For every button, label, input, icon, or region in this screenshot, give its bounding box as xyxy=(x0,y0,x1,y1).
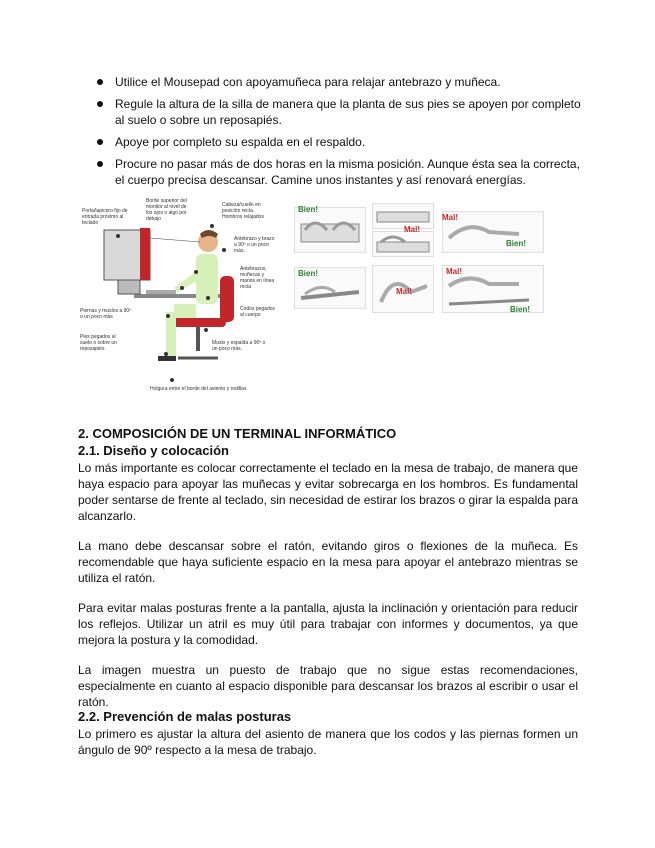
mal-label: Mal! xyxy=(396,287,412,296)
keyboard-hands-icon xyxy=(373,204,433,228)
list-item: Regule la altura de la silla de manera que la planta de sus pies se apoyen por completo al suelo o sobre un reposapiés. xyxy=(95,96,585,128)
bien-label: Bien! xyxy=(510,305,530,314)
paragraph: Para evitar malas posturas frente a la pantalla, ajusta la inclinación y orientación para reducir los reflejos. Utilizar un atril es muy útil para trabajar con informes y documentos, ya que mejora la postura y la comodidad. xyxy=(78,601,578,647)
paragraph: Lo más importante es colocar correctamente el teclado en la mesa de trabajo, de manera que haya espacio para apoyar las muñecas y evitar sobrecarga en los hombros. Es fundamental poder sentarse de frente al teclado, sin necesidad de estirar los brazos o girar la espalda para alcanzarlo. xyxy=(78,461,578,523)
list-item: Utilice el Mousepad con apoyamuñeca para relajar antebrazo y muñeca. xyxy=(95,74,585,90)
hand-position-panel xyxy=(372,231,434,257)
ergonomic-posture-illustration xyxy=(78,190,288,400)
wrist-position-icon xyxy=(443,212,543,252)
bien-label: Bien! xyxy=(506,239,526,248)
figure-label: Antebrazo y brazo a 90º o un poco más. xyxy=(234,236,275,254)
figure-label: Holgura entre el borde del asiento y rodillas xyxy=(150,386,247,392)
bullet-icon xyxy=(97,79,103,85)
list-item: Procure no pasar más de dos horas en la misma posición. Aunque ésta sea la correcta, el cuerpo precisa descansar. Camine unos instantes y así renovará energías. xyxy=(95,156,585,188)
section-title: 2. COMPOSICIÓN DE UN TERMINAL INFORMÁTICO xyxy=(78,426,397,441)
mal-label: Mal! xyxy=(442,213,458,222)
figure-label: Muslo y espalda a 90º o un poco más. xyxy=(212,340,266,352)
hand-position-panel xyxy=(372,203,434,229)
figure-label: Cabeza/cuello en posición recta. Hombros relajados xyxy=(222,202,264,220)
list-item: Apoye por completo su espalda en el respaldo. xyxy=(95,134,585,150)
subsection-title: 2.2. Prevención de malas posturas xyxy=(78,709,292,724)
figure-label: Pies pegados al suelo o sobre un reposapiés xyxy=(80,334,117,352)
bullet-icon xyxy=(97,161,103,167)
figure-label: Antebrazos, muñecas y manos en línea recta xyxy=(240,266,275,290)
keyboard-hands-icon xyxy=(295,208,365,252)
bullet-icon xyxy=(97,101,103,107)
posture-tips-list xyxy=(95,74,585,194)
figure-label: Porta/lapicero fijo de entrada próximo al teclado xyxy=(82,208,128,226)
subsection-title: 2.1. Diseño y colocación xyxy=(78,443,229,458)
figure-label: Borde superior del monitor al nivel de los ojos o algo por debajo xyxy=(146,198,187,222)
bien-label: Bien! xyxy=(298,205,318,214)
bien-label: Bien! xyxy=(298,269,318,278)
hand-position-illustration xyxy=(292,195,552,317)
figure-label: Codos pegados al cuerpo xyxy=(240,306,276,318)
mal-label: Mal! xyxy=(404,225,420,234)
bullet-icon xyxy=(97,139,103,145)
figure-label: Piernas y muslos a 90º o un poco más xyxy=(80,308,132,320)
paragraph: La imagen muestra un puesto de trabajo que no sigue estas recomendaciones, especialmente en cuanto al espacio disponible para descansar los brazos al escribir o usar el ratón. xyxy=(78,663,578,709)
keyboard-hands-icon xyxy=(373,232,433,256)
paragraph: Lo primero es ajustar la altura del asiento de manera que los codos y las piernas formen un ángulo de 90º respecto a la mesa de trabajo. xyxy=(78,727,578,757)
mal-label: Mal! xyxy=(446,267,462,276)
paragraph: La mano debe descansar sobre el ratón, evitando giros o flexiones de la muñeca. Es recomendable que haya suficiente espacio en la mesa para apoyar el antebrazo mientras se utiliza el ratón. xyxy=(78,539,578,585)
